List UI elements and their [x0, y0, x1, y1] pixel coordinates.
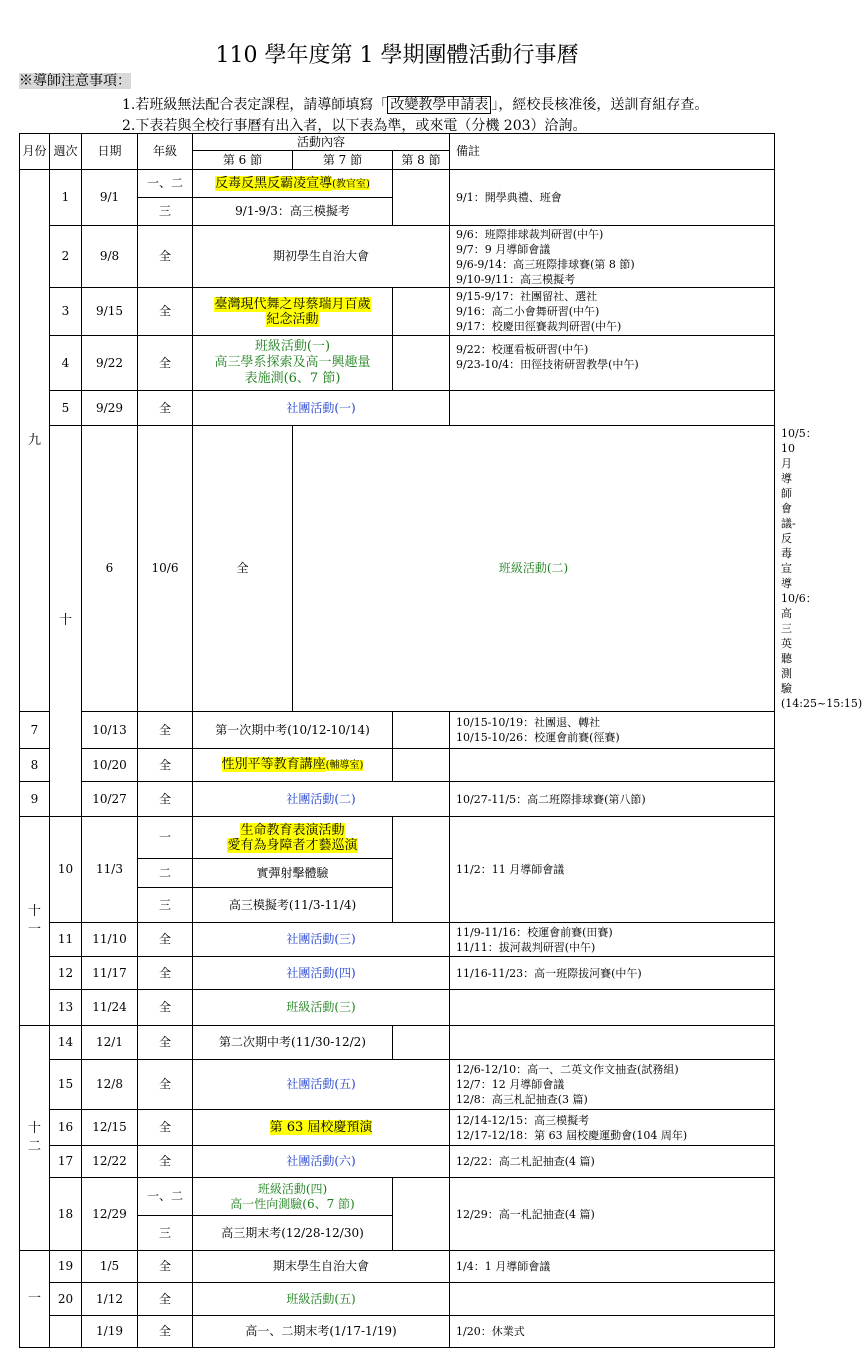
- grade-cell: 全: [193, 426, 293, 712]
- activity-cell: 社團活動(三): [193, 923, 450, 957]
- remark-cell: 1/20：休業式: [450, 1316, 775, 1348]
- activity-cell: 反毒反黑反霸凌宣導(教官室): [193, 170, 393, 198]
- remark-cell: [450, 1026, 775, 1060]
- remark-cell: 9/22：校運看板研習(中午) 9/23-10/4：田徑技術研習教學(中午): [450, 336, 775, 391]
- period8-cell: [393, 288, 450, 336]
- table-row: [20, 817, 775, 859]
- notes-heading: ※導師注意事項：: [19, 73, 131, 89]
- header-remark: 備註: [450, 134, 775, 170]
- period8-cell: [393, 1026, 450, 1060]
- date-cell: 9/15: [82, 288, 138, 336]
- activity-cell: 社團活動(四): [193, 957, 450, 990]
- grade-cell: 全: [138, 391, 193, 426]
- grade-cell: 全: [138, 957, 193, 990]
- table-row: [20, 1251, 775, 1283]
- table-row: [20, 1283, 775, 1316]
- activity-cell: 高一、二期末考(1/17-1/19): [193, 1316, 450, 1348]
- activity-cell: 社團活動(一): [193, 391, 450, 426]
- header-month: 月份: [20, 134, 50, 170]
- date-cell: 12/29: [82, 1178, 138, 1251]
- remark-cell: 12/22：高二札記抽查(4 篇): [450, 1146, 775, 1178]
- week-cell: 15: [50, 1060, 82, 1110]
- week-cell: 2: [50, 226, 82, 288]
- activity-cell: 期初學生自治大會: [193, 226, 450, 288]
- activity-cell: 第一次期中考(10/12-10/14): [193, 712, 393, 749]
- grade-cell: 三: [138, 1216, 193, 1251]
- table-row: [20, 1316, 775, 1348]
- activity-cell: 社團活動(六): [193, 1146, 450, 1178]
- week-cell: 20: [50, 1283, 82, 1316]
- grade-cell: 全: [138, 923, 193, 957]
- activity-cell: 社團活動(五): [193, 1060, 450, 1110]
- activity-cell: 班級活動(二): [293, 426, 775, 712]
- date-cell: 9/29: [82, 391, 138, 426]
- activity-cell: 臺灣現代舞之母蔡瑞月百歲 紀念活動: [193, 288, 393, 336]
- week-cell: 7: [20, 712, 50, 749]
- header-row: [20, 134, 775, 151]
- activity-cell: 性別平等教育講座(輔導室): [193, 749, 393, 782]
- activity-cell: 第二次期中考(11/30-12/2): [193, 1026, 393, 1060]
- grade-cell: 全: [138, 1251, 193, 1283]
- date-cell: 10/27: [82, 782, 138, 817]
- week-cell: 1: [50, 170, 82, 226]
- grade-cell: 全: [138, 782, 193, 817]
- activity-cell: 班級活動(一) 高三學系探索及高一興趣量 表施測(6、7 節): [193, 336, 393, 391]
- grade-cell: 全: [138, 1146, 193, 1178]
- week-cell: 8: [20, 749, 50, 782]
- grade-cell: 三: [138, 198, 193, 226]
- date-cell: 9/22: [82, 336, 138, 391]
- month-september: 九: [20, 170, 50, 712]
- table-row: [20, 1178, 775, 1216]
- month-december: 十二: [20, 1026, 50, 1251]
- grade-cell: 全: [138, 990, 193, 1026]
- date-cell: 10/20: [82, 749, 138, 782]
- note-1: 1.若班級無法配合表定課程，請導師填寫「 改變教學申請表 」，經校長核准後，送訓育組存查。: [122, 97, 709, 113]
- grade-cell: 全: [138, 288, 193, 336]
- date-cell: 12/15: [82, 1110, 138, 1146]
- remark-cell: 10/15-10/19：社團退、轉社 10/15-10/26：校運會前賽(徑賽): [450, 712, 775, 749]
- week-cell: 17: [50, 1146, 82, 1178]
- week-cell: 3: [50, 288, 82, 336]
- date-cell: 11/24: [82, 990, 138, 1026]
- date-cell: 1/5: [82, 1251, 138, 1283]
- remark-cell: 1/4：1 月導師會議: [450, 1251, 775, 1283]
- grade-cell: 一: [138, 817, 193, 859]
- grade-cell: 全: [138, 336, 193, 391]
- remark-cell: 11/16-11/23：高一班際拔河賽(中午): [450, 957, 775, 990]
- activity-cell: 第 63 屆校慶預演: [193, 1110, 450, 1146]
- period8-cell: [393, 817, 450, 923]
- remark-cell: 12/29：高一札記抽查(4 篇): [450, 1178, 775, 1251]
- header-p8: 第 8 節: [393, 151, 450, 170]
- week-cell: 18: [50, 1178, 82, 1251]
- table-row: [20, 1060, 775, 1110]
- week-cell: 6: [82, 426, 138, 712]
- header-grade: 年級: [138, 134, 193, 170]
- remark-cell: 12/6-12/10：高一、二英文作文抽查(試務組) 12/7：12 月導師會議 12/8：高三札記抽查(3 篇): [450, 1060, 775, 1110]
- month-january: 一: [20, 1251, 50, 1348]
- remark-cell: [450, 391, 775, 426]
- page-title: 110 學年度第 1 學期團體活動行事曆: [215, 43, 579, 68]
- date-cell: 11/10: [82, 923, 138, 957]
- week-cell: [50, 1316, 82, 1348]
- date-cell: 1/19: [82, 1316, 138, 1348]
- header-week: 週次: [50, 134, 82, 170]
- activity-cell: 班級活動(五): [193, 1283, 450, 1316]
- month-october: 十: [50, 426, 82, 817]
- remark-cell: 12/14-12/15：高三模擬考 12/17-12/18：第 63 屆校慶運動會(104 周年): [450, 1110, 775, 1146]
- week-cell: 4: [50, 336, 82, 391]
- grade-cell: 全: [138, 712, 193, 749]
- week-cell: 5: [50, 391, 82, 426]
- table-row: [20, 391, 775, 426]
- remark-cell: 9/6：班際排球裁判研習(中午) 9/7：9 月導師會議 9/6-9/14：高三班際排球賽(第 8 節) 9/10-9/11：高三模擬考: [450, 226, 775, 288]
- grade-cell: 全: [138, 226, 193, 288]
- grade-cell: 全: [138, 1110, 193, 1146]
- note-2: 2.下表若與全校行事曆有出入者，以下表為準，或來電（分機 203）洽詢。: [122, 118, 587, 134]
- remark-cell: 9/1：開學典禮、班會: [450, 170, 775, 226]
- header-p6: 第 6 節: [193, 151, 293, 170]
- header-date: 日期: [82, 134, 138, 170]
- week-cell: 9: [20, 782, 50, 817]
- table-row: [20, 749, 775, 782]
- schedule-table: [19, 133, 862, 1348]
- remark-cell: [450, 1283, 775, 1316]
- week-cell: 19: [50, 1251, 82, 1283]
- activity-cell: 高三模擬考(11/3-11/4): [193, 888, 393, 923]
- table-row: [20, 226, 775, 288]
- date-cell: 10/13: [82, 712, 138, 749]
- table-row: [20, 990, 775, 1026]
- period8-cell: [393, 712, 450, 749]
- grade-cell: 全: [138, 1026, 193, 1060]
- date-cell: 10/6: [138, 426, 193, 712]
- month-november: 十一: [20, 817, 50, 1026]
- remark-cell: [450, 749, 775, 782]
- activity-cell: 班級活動(三): [193, 990, 450, 1026]
- date-cell: 12/1: [82, 1026, 138, 1060]
- table-row: [20, 957, 775, 990]
- grade-cell: 全: [138, 1283, 193, 1316]
- activity-cell: 社團活動(二): [193, 782, 450, 817]
- week-cell: 16: [50, 1110, 82, 1146]
- header-p7: 第 7 節: [293, 151, 393, 170]
- table-row: [20, 170, 775, 198]
- remark-cell: 10/27-11/5：高二班際排球賽(第八節): [450, 782, 775, 817]
- table-row: [20, 782, 775, 817]
- table-row: [20, 1026, 775, 1060]
- grade-cell: 一、二: [138, 1178, 193, 1216]
- period8-cell: [393, 749, 450, 782]
- period8-cell: [393, 170, 450, 226]
- date-cell: 9/1: [82, 170, 138, 226]
- date-cell: 9/8: [82, 226, 138, 288]
- activity-cell: 高三期末考(12/28-12/30): [193, 1216, 393, 1251]
- activity-cell: 實彈射擊體驗: [193, 859, 393, 888]
- grade-cell: 一、二: [138, 170, 193, 198]
- table-row: [20, 1146, 775, 1178]
- grade-cell: 二: [138, 859, 193, 888]
- grade-cell: 全: [138, 1316, 193, 1348]
- week-cell: 11: [50, 923, 82, 957]
- table-row: [20, 288, 775, 336]
- table-row: [20, 923, 775, 957]
- remark-cell: 9/15-9/17：社團留社、選社 9/16：高二小會舞研習(中午) 9/17：校慶田徑賽裁判研習(中午): [450, 288, 775, 336]
- period8-cell: [393, 1178, 450, 1251]
- activity-cell: 班級活動(四) 高一性向測驗(6、7 節): [193, 1178, 393, 1216]
- grade-cell: 三: [138, 888, 193, 923]
- week-cell: 12: [50, 957, 82, 990]
- activity-cell: 期末學生自治大會: [193, 1251, 450, 1283]
- grade-cell: 全: [138, 749, 193, 782]
- activity-cell: 9/1-9/3：高三模擬考: [193, 198, 393, 226]
- table-row: 十 6 10/6 全 班級活動(二) 10/5：10 月導師會議-反毒宣導 10/6：高三英聽測驗 (14:25~15:15): [20, 426, 775, 712]
- activity-cell: 生命教育表演活動 愛有為身障者才藝巡演: [193, 817, 393, 859]
- header-activity: 活動內容: [193, 134, 450, 151]
- remark-cell: 11/2：11 月導師會議: [450, 817, 775, 923]
- table-row: [20, 712, 775, 749]
- form-name-box: 改變教學申請表: [387, 96, 491, 114]
- week-cell: 13: [50, 990, 82, 1026]
- table-row: [20, 1110, 775, 1146]
- week-cell: 10: [50, 817, 82, 923]
- date-cell: 12/22: [82, 1146, 138, 1178]
- remark-cell: [450, 990, 775, 1026]
- date-cell: 11/3: [82, 817, 138, 923]
- period8-cell: [393, 336, 450, 391]
- date-cell: 11/17: [82, 957, 138, 990]
- grade-cell: 全: [138, 1060, 193, 1110]
- table-row: [20, 336, 775, 391]
- remark-cell: 11/9-11/16：校運會前賽(田賽) 11/11：拔河裁判研習(中午): [450, 923, 775, 957]
- week-cell: 14: [50, 1026, 82, 1060]
- date-cell: 1/12: [82, 1283, 138, 1316]
- date-cell: 12/8: [82, 1060, 138, 1110]
